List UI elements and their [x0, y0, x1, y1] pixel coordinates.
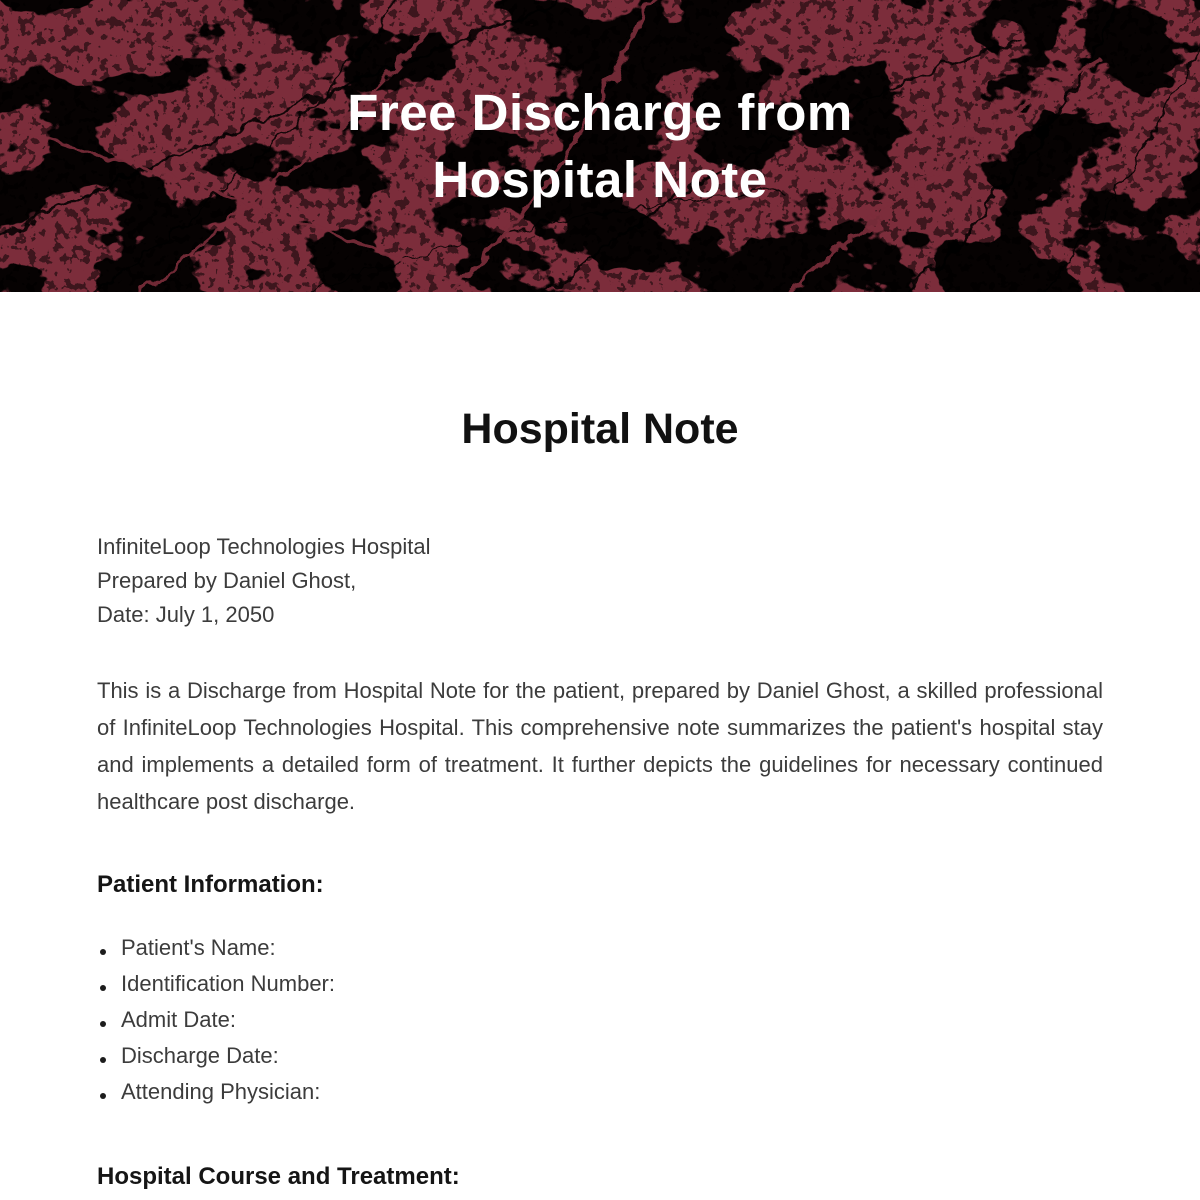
- list-item-label: Attending Physician:: [121, 1079, 321, 1104]
- list-item-label: Identification Number:: [121, 971, 335, 996]
- bullet-icon: [100, 1021, 106, 1027]
- banner-title-line2: Hospital Note: [432, 151, 768, 208]
- patient-info-list: [97, 930, 1103, 1110]
- list-item: [97, 930, 1103, 966]
- banner: [0, 0, 1200, 292]
- meta-date: Date: July 1, 2050: [97, 602, 275, 627]
- banner-title-line1: Free Discharge from: [347, 84, 853, 141]
- bullet-icon: [100, 1093, 106, 1099]
- bullet-icon: [100, 985, 106, 991]
- list-item-label: Admit Date:: [121, 1007, 236, 1032]
- meta-prepared-by: Prepared by Daniel Ghost,: [97, 568, 357, 593]
- intro-paragraph: This is a Discharge from Hospital Note for the patient, prepared by Daniel Ghost, a skilled professional of InfiniteLoop Technologies Hospital. This comprehensive note summarizes the patient's hospital stay and implements a detailed form of treatment. It further depicts the guidelines for necessary continued healthcare post discharge.: [97, 678, 1103, 814]
- document-body: [0, 292, 1200, 1192]
- list-item: [97, 1002, 1103, 1038]
- section-heading-hospital-course: Hospital Course and Treatment:: [97, 1163, 460, 1190]
- list-item-label: Discharge Date:: [121, 1043, 279, 1068]
- bullet-icon: [100, 949, 106, 955]
- list-item: [97, 1038, 1103, 1074]
- document-meta: [97, 530, 1103, 632]
- list-item: [97, 1074, 1103, 1110]
- list-item: [97, 966, 1103, 1002]
- banner-title: [0, 0, 1200, 292]
- bullet-icon: [100, 1057, 106, 1063]
- meta-hospital-name: InfiniteLoop Technologies Hospital: [97, 534, 431, 559]
- list-item-label: Patient's Name:: [121, 935, 276, 960]
- document-title: Hospital Note: [461, 405, 739, 453]
- section-heading-patient-information: Patient Information:: [97, 871, 324, 898]
